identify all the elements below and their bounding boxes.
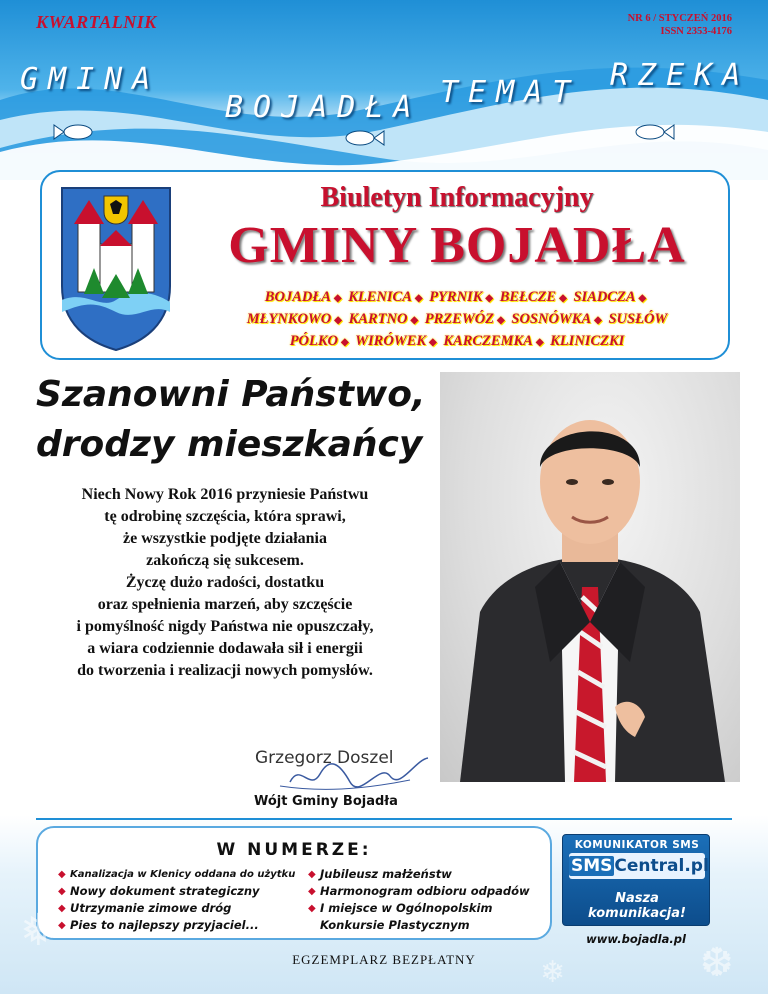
diamond-separator-icon: ◆ (341, 337, 349, 348)
diamond-bullet-icon: ◆ (58, 903, 66, 914)
contents-item[interactable] (308, 883, 553, 900)
theme-word-3: TEMAT (440, 75, 581, 110)
letter-line: do tworzenia i realizacji nowych pomysłów. (77, 662, 373, 679)
greeting-line: Szanowni Państwo, (36, 374, 426, 415)
contents-item-label: I miejsce w Ogólnopolskim (320, 901, 493, 915)
diamond-bullet-icon: ◆ (308, 903, 316, 914)
frequency-label: KWARTALNIK (36, 12, 157, 32)
diamond-separator-icon: ◆ (414, 293, 423, 304)
sms-brand-logo (569, 853, 709, 879)
contents-item-label: Pies to najlepszy przyjaciel... (70, 918, 259, 932)
website-link[interactable]: www.bojadla.pl (586, 932, 686, 946)
village-name: KLINICZKI (550, 333, 625, 349)
contents-item-label: Nowy dokument strategiczny (70, 884, 260, 898)
village-name: PÓLKO (289, 333, 339, 349)
contents-title: W NUMERZE: (216, 840, 372, 860)
theme-word-1: GMINA (20, 62, 161, 97)
bulletin-header (40, 170, 730, 360)
diamond-separator-icon: ◆ (559, 293, 567, 304)
village-row (187, 309, 727, 331)
contents-item-label: Harmonogram odbioru odpadów (320, 884, 530, 898)
letter-line: Życzę dużo radości, dostatku (125, 574, 325, 591)
diamond-bullet-icon: ◆ (308, 886, 316, 897)
issn-number: ISSN 2353-4176 (660, 26, 732, 37)
diamond-separator-icon: ◆ (429, 337, 437, 348)
village-name: SUSŁÓW (608, 311, 668, 327)
snowflake-icon: ❄ (690, 190, 722, 234)
letter-line: Niech Nowy Rok 2016 przyniesie Państwu (81, 486, 369, 503)
sms-brand-prefix: SMS (571, 856, 613, 876)
village-name: SOSNÓWKA (511, 311, 592, 327)
village-row (187, 287, 727, 309)
issue-number: NR 6 / STYCZEŃ 2016 (627, 13, 732, 24)
village-name: MŁYNKOWO (246, 311, 332, 327)
letter-line: że wszystkie podjęte działania (123, 530, 327, 547)
village-name: SIADCZA (573, 289, 636, 305)
theme-word-2: BOJADŁA (225, 90, 422, 125)
village-name: PRZEWÓZ (424, 311, 495, 327)
contents-item-label: Kanalizacja w Klenicy oddana do użytku (70, 869, 296, 880)
contents-item[interactable] (58, 866, 298, 883)
contents-right-column (308, 866, 553, 934)
diamond-separator-icon: ◆ (497, 315, 505, 326)
in-this-issue-box (36, 826, 552, 940)
village-name: KARTNO (348, 311, 408, 327)
diamond-bullet-icon: ◆ (58, 920, 66, 931)
greeting-heading (36, 370, 436, 470)
village-name: BEŁCZE (499, 289, 557, 305)
snowflake-icon: ❄ (540, 955, 566, 990)
sms-communicator-banner[interactable] (562, 834, 710, 926)
bulletin-title: Biuletyn Informacyjny (320, 182, 594, 213)
diamond-bullet-icon: ◆ (58, 869, 66, 880)
greeting-line: drodzy mieszkańcy (36, 424, 423, 465)
letter-line: i pomyślność nigdy Państwa nie opuszczały, (76, 618, 374, 635)
mayor-portrait-photo (440, 372, 740, 782)
diamond-separator-icon: ◆ (594, 315, 602, 326)
sms-brand-suffix: Central.pl (614, 856, 709, 876)
village-list (187, 287, 727, 353)
contents-item[interactable] (58, 883, 298, 900)
village-name: KLENICA (348, 289, 412, 305)
contents-item[interactable] (58, 917, 298, 934)
village-row (187, 331, 727, 353)
letter-line: a wiara codziennie dodawała sił i energii (87, 640, 363, 657)
snowflake-icon: ❅ (20, 905, 57, 956)
village-name: PYRNIK (429, 289, 483, 305)
letter-body (20, 484, 430, 682)
contents-item-continuation: Konkursie Plastycznym (320, 918, 470, 932)
gmina-title: GMINY BOJADŁA (228, 217, 686, 274)
contents-item-label: Jubileusz małżeństw (320, 867, 452, 881)
letter-line: oraz spełnienia marzeń, aby szczęście (97, 596, 353, 613)
signature-role: Wójt Gminy Bojadła (254, 794, 398, 809)
sms-tagline: Nasza komunikacja! (588, 891, 686, 921)
diamond-separator-icon: ◆ (410, 315, 419, 326)
contents-item-label: Utrzymanie zimowe dróg (70, 901, 232, 915)
diamond-bullet-icon: ◆ (308, 869, 316, 880)
diamond-separator-icon: ◆ (333, 293, 342, 304)
theme-word-4: RZEKA (610, 58, 751, 93)
diamond-separator-icon: ◆ (638, 293, 647, 304)
sms-top-label: KOMUNIKATOR SMS (574, 839, 700, 851)
contents-left-column (58, 866, 298, 934)
village-name: BOJADŁA (264, 289, 331, 305)
village-name: KARCZEMKA (443, 333, 533, 349)
handwritten-signature-icon (240, 752, 430, 796)
letter-line: zakończą się sukcesem. (146, 552, 304, 569)
contents-item[interactable] (308, 900, 553, 917)
village-name: WIRÓWEK (355, 333, 427, 349)
diamond-separator-icon: ◆ (535, 337, 544, 348)
coat-of-arms-icon (56, 182, 176, 354)
theme-title (20, 50, 760, 130)
section-divider (36, 818, 732, 820)
issue-info (628, 12, 732, 38)
contents-item[interactable] (308, 866, 553, 883)
diamond-separator-icon: ◆ (485, 293, 494, 304)
diamond-separator-icon: ◆ (334, 315, 342, 326)
contents-item[interactable] (58, 900, 298, 917)
snowflake-icon: ❆ (700, 940, 734, 986)
diamond-bullet-icon: ◆ (58, 886, 66, 897)
portrait-illustration (440, 372, 740, 782)
letter-line: tę odrobinę szczęścia, która sprawi, (104, 508, 346, 525)
signature-name: Grzegorz Doszel (255, 748, 394, 768)
free-copy-label: EGZEMPLARZ BEZPŁATNY (292, 952, 476, 967)
